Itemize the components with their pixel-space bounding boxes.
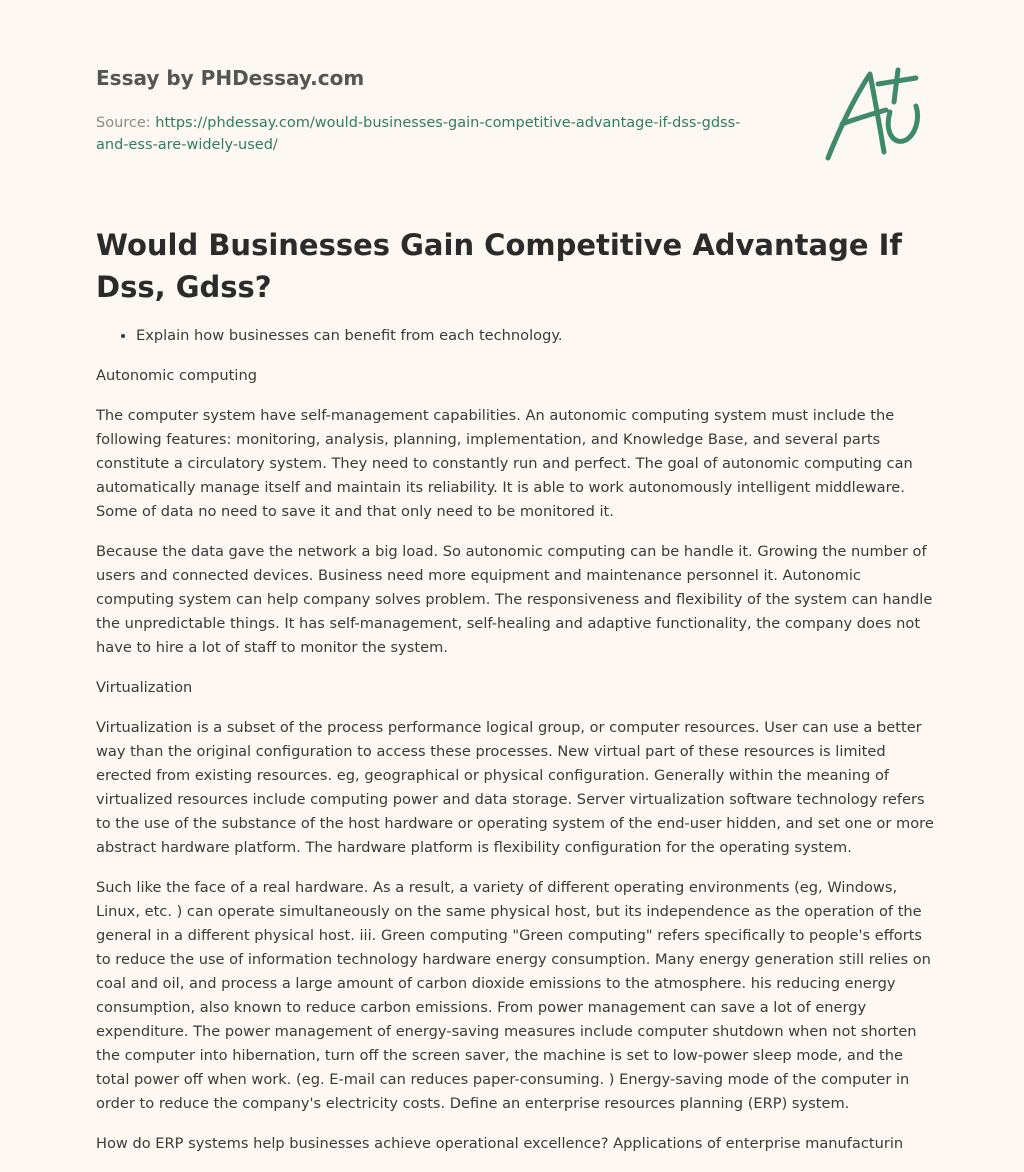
paragraph-2: Because the data gave the network a big load. So autonomic computing can be handle it. Growing the number of users and connected devices. Business need more equipment and maintenance personnel it. Autonomic computing system can help company solves problem. The responsiveness and flexibility of the system can handle the unpredictable things. It has self-management, self-healing and adaptive functionality, the company does not have to hire a lot of staff to monitor the system.	[96, 543, 933, 656]
source-line	[96, 112, 756, 156]
paragraph-4: Such like the face of a real hardware. As a result, a variety of different operating environments (eg, Windows, Linux, etc. ) can operate simultaneously on the same physical host, but its independence as the operation of the general in a different physical host. iii. Green computing "Green computing" refers specifically to people's efforts to reduce the use of information technology hardware energy consumption. Many energy generation still relies on coal and oil, and process a large amount of carbon dioxide emissions to the atmosphere. his reducing energy consumption, also known to reduce carbon emissions. From power management can save a lot of energy expenditure. The power management of energy-saving measures include computer shutdown when not shorten the computer into hibernation, turn off the screen saver, the machine is set to low-power sleep mode, and the total power off when work. (eg. E-mail can reduces paper-consuming. ) Energy-saving mode of the computer in order to reduce the company's electricity costs. Define an enterprise resources planning (ERP) system.	[96, 879, 931, 1112]
source-label: Source:	[96, 115, 151, 131]
a-plus-logo-icon	[820, 66, 930, 166]
section-heading-virtualization: Virtualization	[96, 679, 193, 696]
task-list	[96, 324, 936, 348]
task-bullet: • Explain how businesses can benefit from each technology.	[136, 324, 936, 348]
paragraph-3: Virtualization is a subset of the process performance logical group, or computer resources. User can use a better way than the original configuration to access these processes. New virtual part of these resources is limited erected from existing resources. eg, geographical or physical configuration. Generally within the meaning of virtualized resources include computing power and data storage. Server virtualization software technology refers to the use of the substance of the host hardware or operating system of the end-user hidden, and set one or more abstract hardware platform. The hardware platform is flexibility configuration for the operating system.	[96, 719, 934, 856]
site-brand: Essay by PHDessay.com	[96, 66, 365, 90]
essay-title: Would Businesses Gain Competitive Advantage If Dss, Gdss?	[96, 228, 902, 304]
essay-body	[96, 324, 936, 1172]
section-heading-autonomic: Autonomic computing	[96, 367, 257, 384]
source-link[interactable]: https://phdessay.com/would-businesses-gain-competitive-advantage-if-dss-gdss-and-ess-are-widely-used/	[96, 115, 741, 153]
paragraph-1: The computer system have self-management capabilities. An autonomic computing system must include the following features: monitoring, analysis, planning, implementation, and Knowledge Base, and several parts constitute a circulatory system. They need to constantly run and perfect. The goal of autonomic computing can automatically manage itself and maintain its reliability. It is able to work autonomously intelligent middleware. Some of data no need to save it and that only need to be monitored it.	[96, 407, 913, 520]
paragraph-5: How do ERP systems help businesses achieve operational excellence? Applications of enterprise manufacturin	[96, 1135, 904, 1152]
